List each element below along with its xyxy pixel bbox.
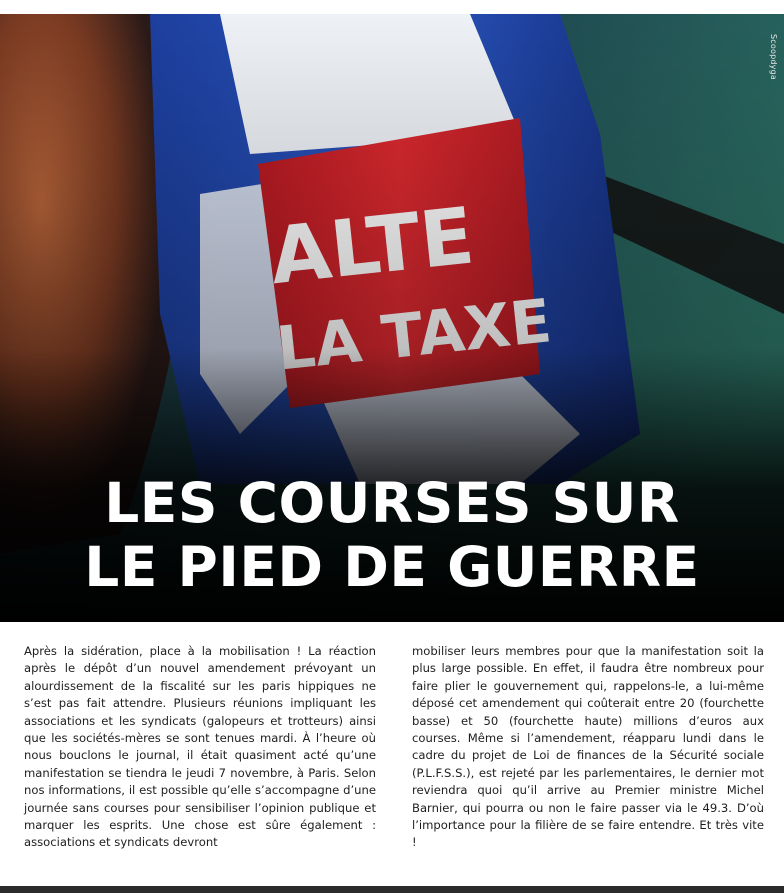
top-margin	[0, 0, 784, 14]
article-body	[24, 643, 764, 852]
photo-credit: Scoopdyga	[769, 34, 778, 80]
headline-line-1: LES COURSES SUR	[104, 471, 680, 535]
hero-photo	[0, 14, 784, 622]
headline-line-2: LE PIED DE GUERRE	[84, 535, 700, 599]
article-column-1: Après la sidération, place à la mobilisation ! La réaction après le dépôt d’un nouvel amendement prévoyant un alourdissement de la fiscalité sur les paris hippiques ne s’est pas fait attendre. Plusieurs réunions impliquant les associations et les syndicats (galopeurs et trotteurs) ainsi que les sociétés-mères se sont tenues mardi. À l’heure où nous bouclons le journal, il était quasiment acté qu’une manifestation se tiendra le jeudi 7 novembre, à Paris. Selon nos informations, il est possible qu’elle s’accompagne d’une journée sans courses pour sensibiliser l’opinion publique et marquer les esprits. Une chose est sûre également : associations et syndicats devront	[24, 644, 376, 850]
bottom-margin-bar	[0, 886, 784, 893]
article-column-2: mobiliser leurs membres pour que la manifestation soit la plus large possible. En effet, il faudra être nombreux pour faire plier le gouvernement qui, rappelons-le, a lui-même déposé cet amendement qui coûterait entre 20 (fourchette basse) et 50 (fourchette haute) millions d’euros aux courses. Même si l’amendement, réapparu lundi dans le cadre du projet de Loi de finances de la Sécurité sociale (P.L.F.S.S.), est rejeté par les parlementaires, le dernier mot reviendra quoi qu’il arrive au Premier ministre Michel Barnier, qui pourra ou non le faire passer via le 49.3. D’où l’importance pour la filière de se faire entendre. Et très vite !	[412, 644, 764, 850]
article-headline	[0, 471, 784, 599]
